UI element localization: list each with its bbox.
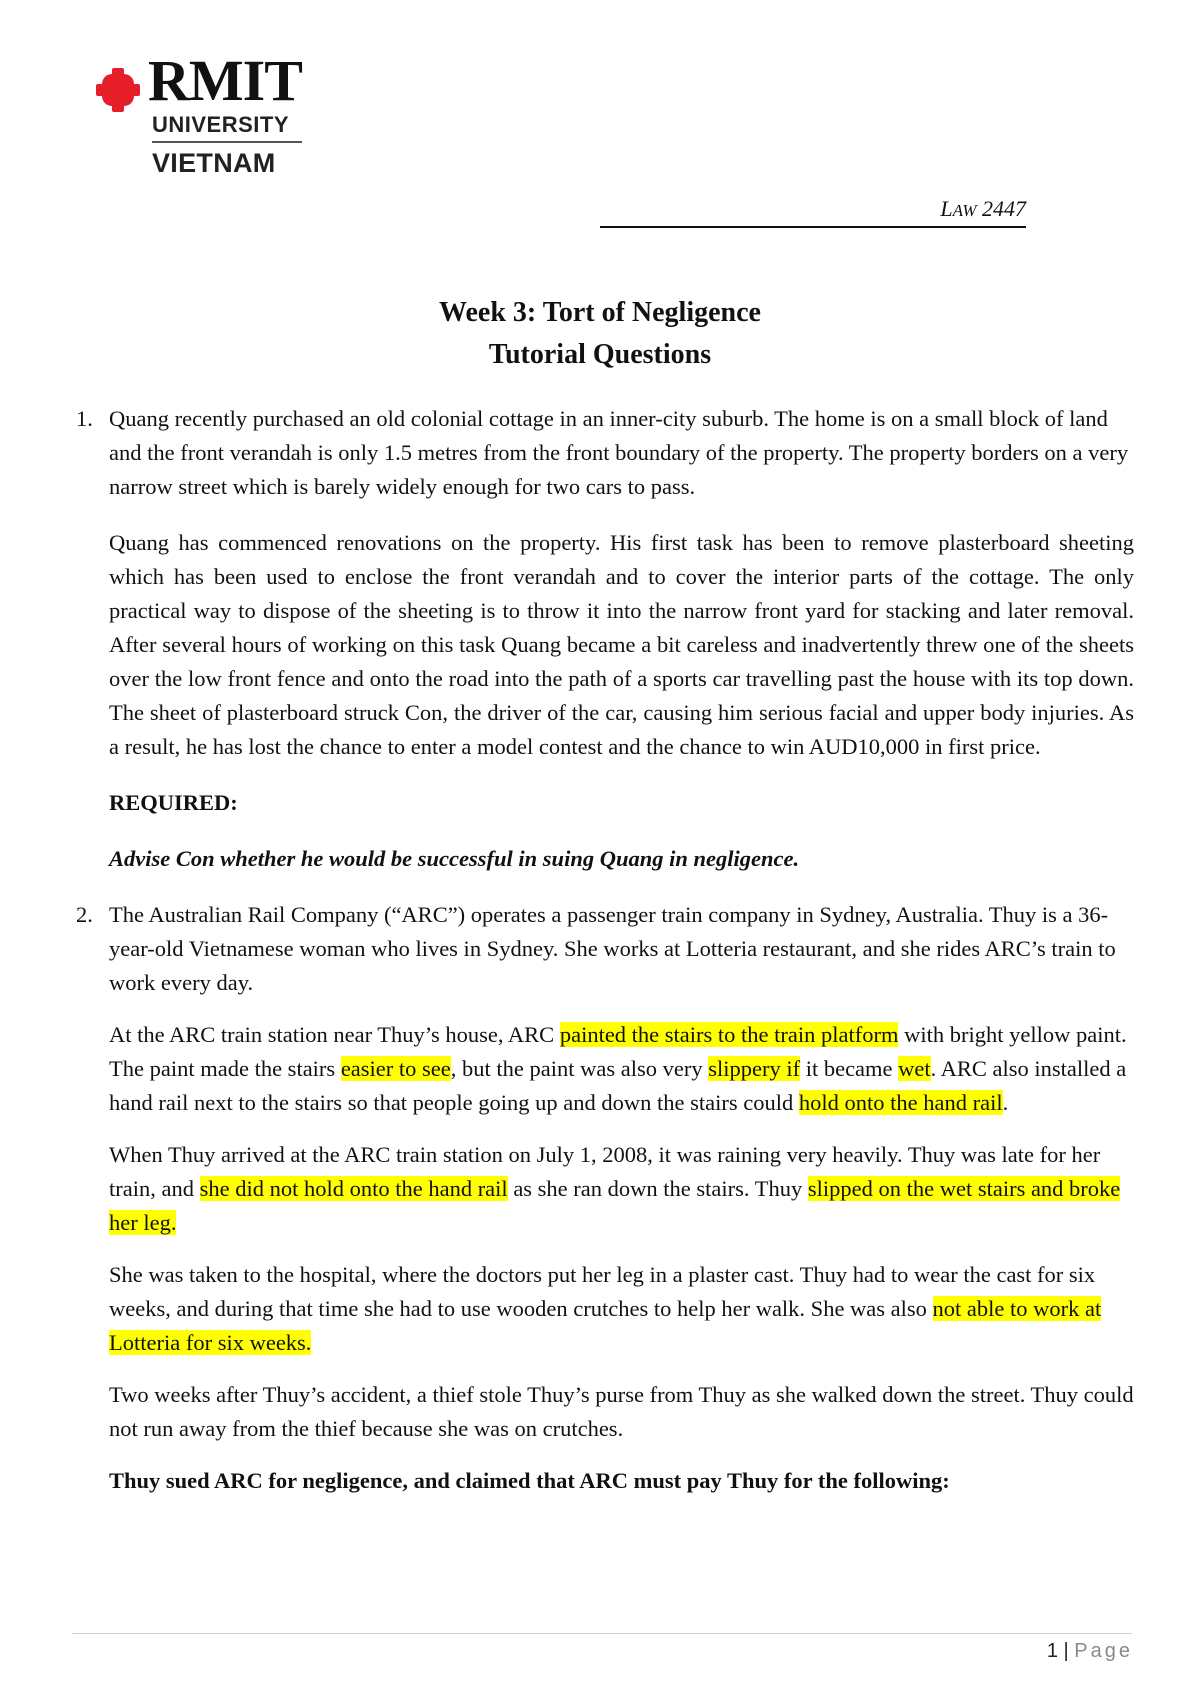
page-number: 1 — [1046, 1640, 1058, 1662]
logo-university: UNIVERSITY — [152, 112, 290, 137]
page-label: Page — [1074, 1640, 1133, 1662]
highlight: easier to see — [340, 1056, 451, 1081]
logo-vietnam: VIETNAM — [152, 148, 276, 178]
rmit-pixel-mark-icon — [94, 66, 142, 114]
question-1 — [76, 402, 1136, 876]
paragraph — [109, 1138, 1134, 1240]
course-code-prefix: L — [940, 196, 953, 221]
document-body — [76, 402, 1136, 1498]
paragraph — [109, 1018, 1134, 1120]
page-title: Week 3: Tort of Negligence — [439, 297, 761, 328]
rmit-logo — [94, 48, 304, 188]
course-code-number: 2447 — [982, 196, 1026, 221]
question-number: 2. — [76, 902, 93, 927]
text-run: At the ARC train station near Thuy’s house, ARC — [109, 1022, 560, 1047]
paragraph: The Australian Rail Company (“ARC”) operates a passenger train company in Sydney, Australia. Thuy is a 36-year-old Vietnamese woman who lives in Sydney. She works at Lotteria restaurant, and she rides ARC’s train to work every day. — [109, 902, 1116, 995]
paragraph: Quang has commenced renovations on the property. His first task has been to remove plasterboard sheeting which has been used to enclose the front verandah and to cover the interior parts of the cottage. The only practical way to dispose of the sheeting is to throw it into the narrow front yard for stacking and later removal. After several hours of working on this task Quang became a bit careless and inadvertently threw one of the sheets over the low front fence and onto the road into the path of a sports car travelling past the house with its top down. The sheet of plasterboard struck Con, the driver of the car, causing him serious facial and upper body injuries. As a result, he has lost the chance to enter a model contest and the chance to win AUD10,000 in first price. — [109, 530, 1134, 759]
question-content — [109, 402, 1134, 876]
claim-heading: Thuy sued ARC for negligence, and claimed that ARC must pay Thuy for the following: — [109, 1468, 950, 1493]
required-label: REQUIRED: — [109, 790, 238, 815]
highlight: not able to work at Lotteria for six weeks. — [109, 1296, 1102, 1355]
logo-wordmark: RMIT — [148, 48, 302, 113]
course-code — [600, 196, 1026, 222]
course-code-smallcaps: AW — [952, 201, 977, 220]
text-run: as she ran down the stairs. Thuy — [507, 1176, 808, 1201]
paragraph: Quang recently purchased an old colonial cottage in an inner-city suburb. The home is on a small block of land and the front verandah is only 1.5 metres from the front boundary of the property. The property borders on a very narrow street which is barely widely enough for two cars to pass. — [109, 406, 1129, 499]
page-footer — [900, 1640, 1133, 1663]
highlight: wet — [898, 1056, 931, 1081]
highlight: she did not hold onto the hand rail — [199, 1176, 508, 1201]
text-run: When Thuy arrived at the ARC train station on July 1, 2008, it was raining very heavily. Thuy was late for her train, and — [109, 1142, 1101, 1201]
text-run: . — [1002, 1090, 1009, 1115]
highlight: painted the stairs to the train platform — [559, 1022, 899, 1047]
logo-divider — [152, 141, 302, 143]
highlight: slippery if — [708, 1056, 801, 1081]
task-instruction: Advise Con whether he would be successful in suing Quang in negligence. — [109, 846, 800, 871]
question-content — [109, 898, 1134, 1498]
paragraph — [109, 1258, 1134, 1360]
highlight: hold onto the hand rail — [798, 1090, 1003, 1115]
header-rule — [600, 226, 1026, 228]
text-run: . ARC also installed a hand rail next to the stairs so that people going up and down the stairs could — [109, 1056, 1127, 1115]
footer-rule — [72, 1633, 1132, 1634]
footer-separator: | — [1057, 1640, 1075, 1662]
paragraph: Two weeks after Thuy’s accident, a thief stole Thuy’s purse from Thuy as she walked down the street. Thuy could not run away from the thief because she was on crutches. — [109, 1382, 1134, 1441]
page-subtitle: Tutorial Questions — [488, 339, 712, 370]
question-number: 1. — [76, 406, 93, 431]
text-run: She was taken to the hospital, where the doctors put her leg in a plaster cast. Thuy had to wear the cast for six weeks, and during that time she had to use wooden crutches to help her walk. She was also — [109, 1262, 1096, 1321]
text-run: , but the paint was also very — [450, 1056, 709, 1081]
question-2 — [76, 898, 1136, 1498]
highlight: slipped on the wet stairs and broke her leg. — [109, 1176, 1121, 1235]
text-run: it became — [800, 1056, 899, 1081]
text-run: with bright yellow paint. The paint made the stairs — [109, 1022, 1127, 1081]
